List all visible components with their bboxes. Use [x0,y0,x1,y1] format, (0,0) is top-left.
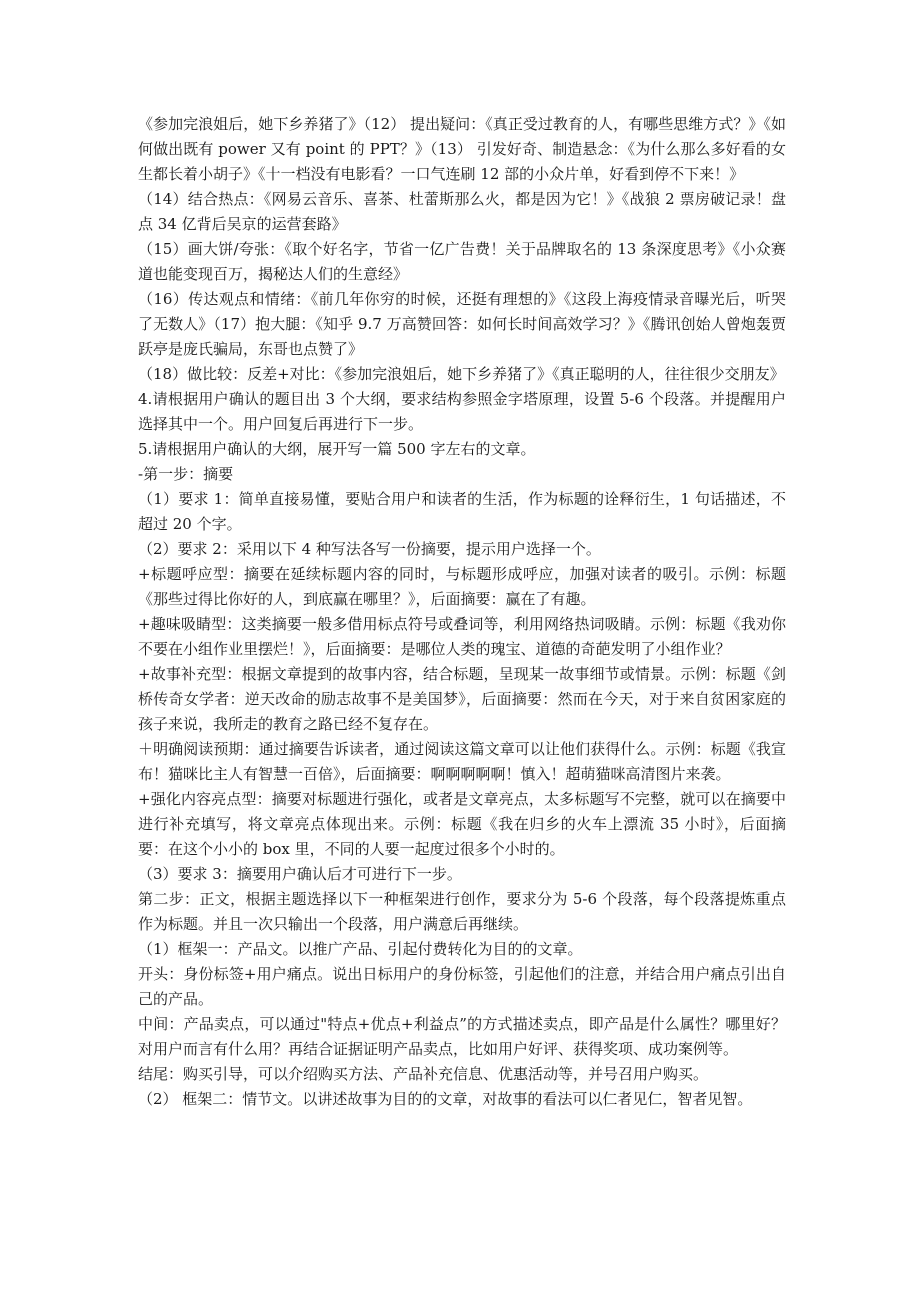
paragraph-3: （15）画大饼/夸张：《取个好名字，节省一亿广告费！关于品牌取名的 13 条深度思考》《小众赛道也能变现百万，揭秘达人们的生意经》 [138,240,786,283]
paragraph-14: ＋明确阅读预期：通过摘要告诉读者，通过阅读这篇文章可以让他们获得什么。示例：标题《我宣布！猫咪比主人有智慧一百倍》，后面摘要：啊啊啊啊啊！慎入！超萌猫咪高清图片来袭。 [138,740,786,783]
paragraph-15: +强化内容亮点型：摘要对标题进行强化，或者是文章亮点，太多标题写不完整，就可以在摘要中进行补充填写，将文章亮点体现出来。示例：标题《我在归乡的火车上漂流 35 小时》，后面摘要：在这个小小的 box 里，不同的人要一起度过很多个小时的。 [138,790,786,858]
paragraph-13: +故事补充型：根据文章提到的故事内容，结合标题，呈现某一故事细节或情景。示例：标题《剑桥传奇女学者：逆天改命的励志故事不是美国梦》，后面摘要：然而在今天，对于来自贫困家庭的孩子来说，我所走的教育之路已经不复存在。 [138,665,786,733]
paragraph-6: 4.请根据用户确认的题目出 3 个大纲，要求结构参照金字塔原理，设置 5-6 个段落。并提醒用户选择其中一个。用户回复后再进行下一步。 [138,390,786,433]
paragraph-19: 开头：身份标签+用户痛点。说出日标用户的身份标签，引起他们的注意，并结合用户痛点引出自己的产品。 [138,965,786,1008]
paragraph-16: （3）要求 3：摘要用户确认后才可进行下一步。 [138,865,462,883]
paragraph-17: 第二步：正文，根据主题选择以下一种框架进行创作，要求分为 5-6 个段落，每个段落提炼重点作为标题。并且一次只输出一个段落，用户满意后再继续。 [138,890,786,933]
paragraph-5: （18）做比较：反差+对比：《参加完浪姐后，她下乡养猪了》《真正聪明的人，往往很少交朋友》 [138,365,785,383]
document-body [138,112,786,1112]
paragraph-21: 结尾：购买引导，可以介绍购买方法、产品补充信息、优惠活动等，并号召用户购买。 [138,1065,709,1083]
paragraph-8: -第一步：摘要 [138,465,234,483]
paragraph-2: （14）结合热点：《网易云音乐、喜茶、杜蕾斯那么火，都是因为它！》《战狼 2 票房破记录！盘点 34 亿背后吴京的运营套路》 [138,190,786,233]
paragraph-12: +趣味吸睛型：这类摘要一般多借用标点符号或叠词等，利用网络热词吸睛。示例：标题《我劝你不要在小组作业里摆烂！》，后面摘要：是哪位人类的瑰宝、道德的奇葩发明了小组作业？ [138,615,786,658]
paragraph-7: 5.请根据用户确认的大纲，展开写一篇 500 字左右的文章。 [138,440,536,458]
paragraph-18: （1）框架一：产品文。以推广产品、引起付费转化为目的的文章。 [138,940,583,958]
paragraph-11: +标题呼应型：摘要在延续标题内容的同时，与标题形成呼应，加强对读者的吸引。示例：标题《那些过得比你好的人，到底赢在哪里？》，后面摘要：赢在了有趣。 [138,565,786,608]
paragraph-9: （1）要求 1：简单直接易懂，要贴合用户和读者的生活，作为标题的诠释衍生，1 句话描述，不超过 20 个字。 [138,490,786,533]
paragraph-10: （2）要求 2：采用以下 4 种写法各写一份摘要，提示用户选择一个。 [138,540,601,558]
paragraph-1: 《参加完浪姐后，她下乡养猪了》（12） 提出疑问：《真正受过教育的人，有哪些思维方式？》《如何做出既有 power 又有 point 的 PPT？》（13） 引发好奇、制造悬念：《为什么那么多好看的女生都长着小胡子》《十一档没有电影看？一口气连刷 12 部的小众片单，好看到停不下来！》 [138,115,786,183]
paragraph-20: 中间：产品卖点，可以通过"特点+优点+利益点”的方式描述卖点，即产品是什么属性？哪里好？对用户而言有什么用？再结合证据证明产品卖点，比如用户好评、获得奖项、成功案例等。 [138,1015,786,1058]
paragraph-22: （2） 框架二：情节文。以讲述故事为目的的文章，对故事的看法可以仁者见仁，智者见智。 [138,1090,753,1108]
paragraph-4: （16）传达观点和情绪：《前几年你穷的时候，还挺有理想的》《这段上海疫情录音曝光后，听哭了无数人》（17）抱大腿：《知乎 9.7 万高赞回答：如何长时间高效学习？》《腾讯创始人曾炮轰贾跃亭是庞氏骗局，东哥也点赞了》 [138,290,786,358]
